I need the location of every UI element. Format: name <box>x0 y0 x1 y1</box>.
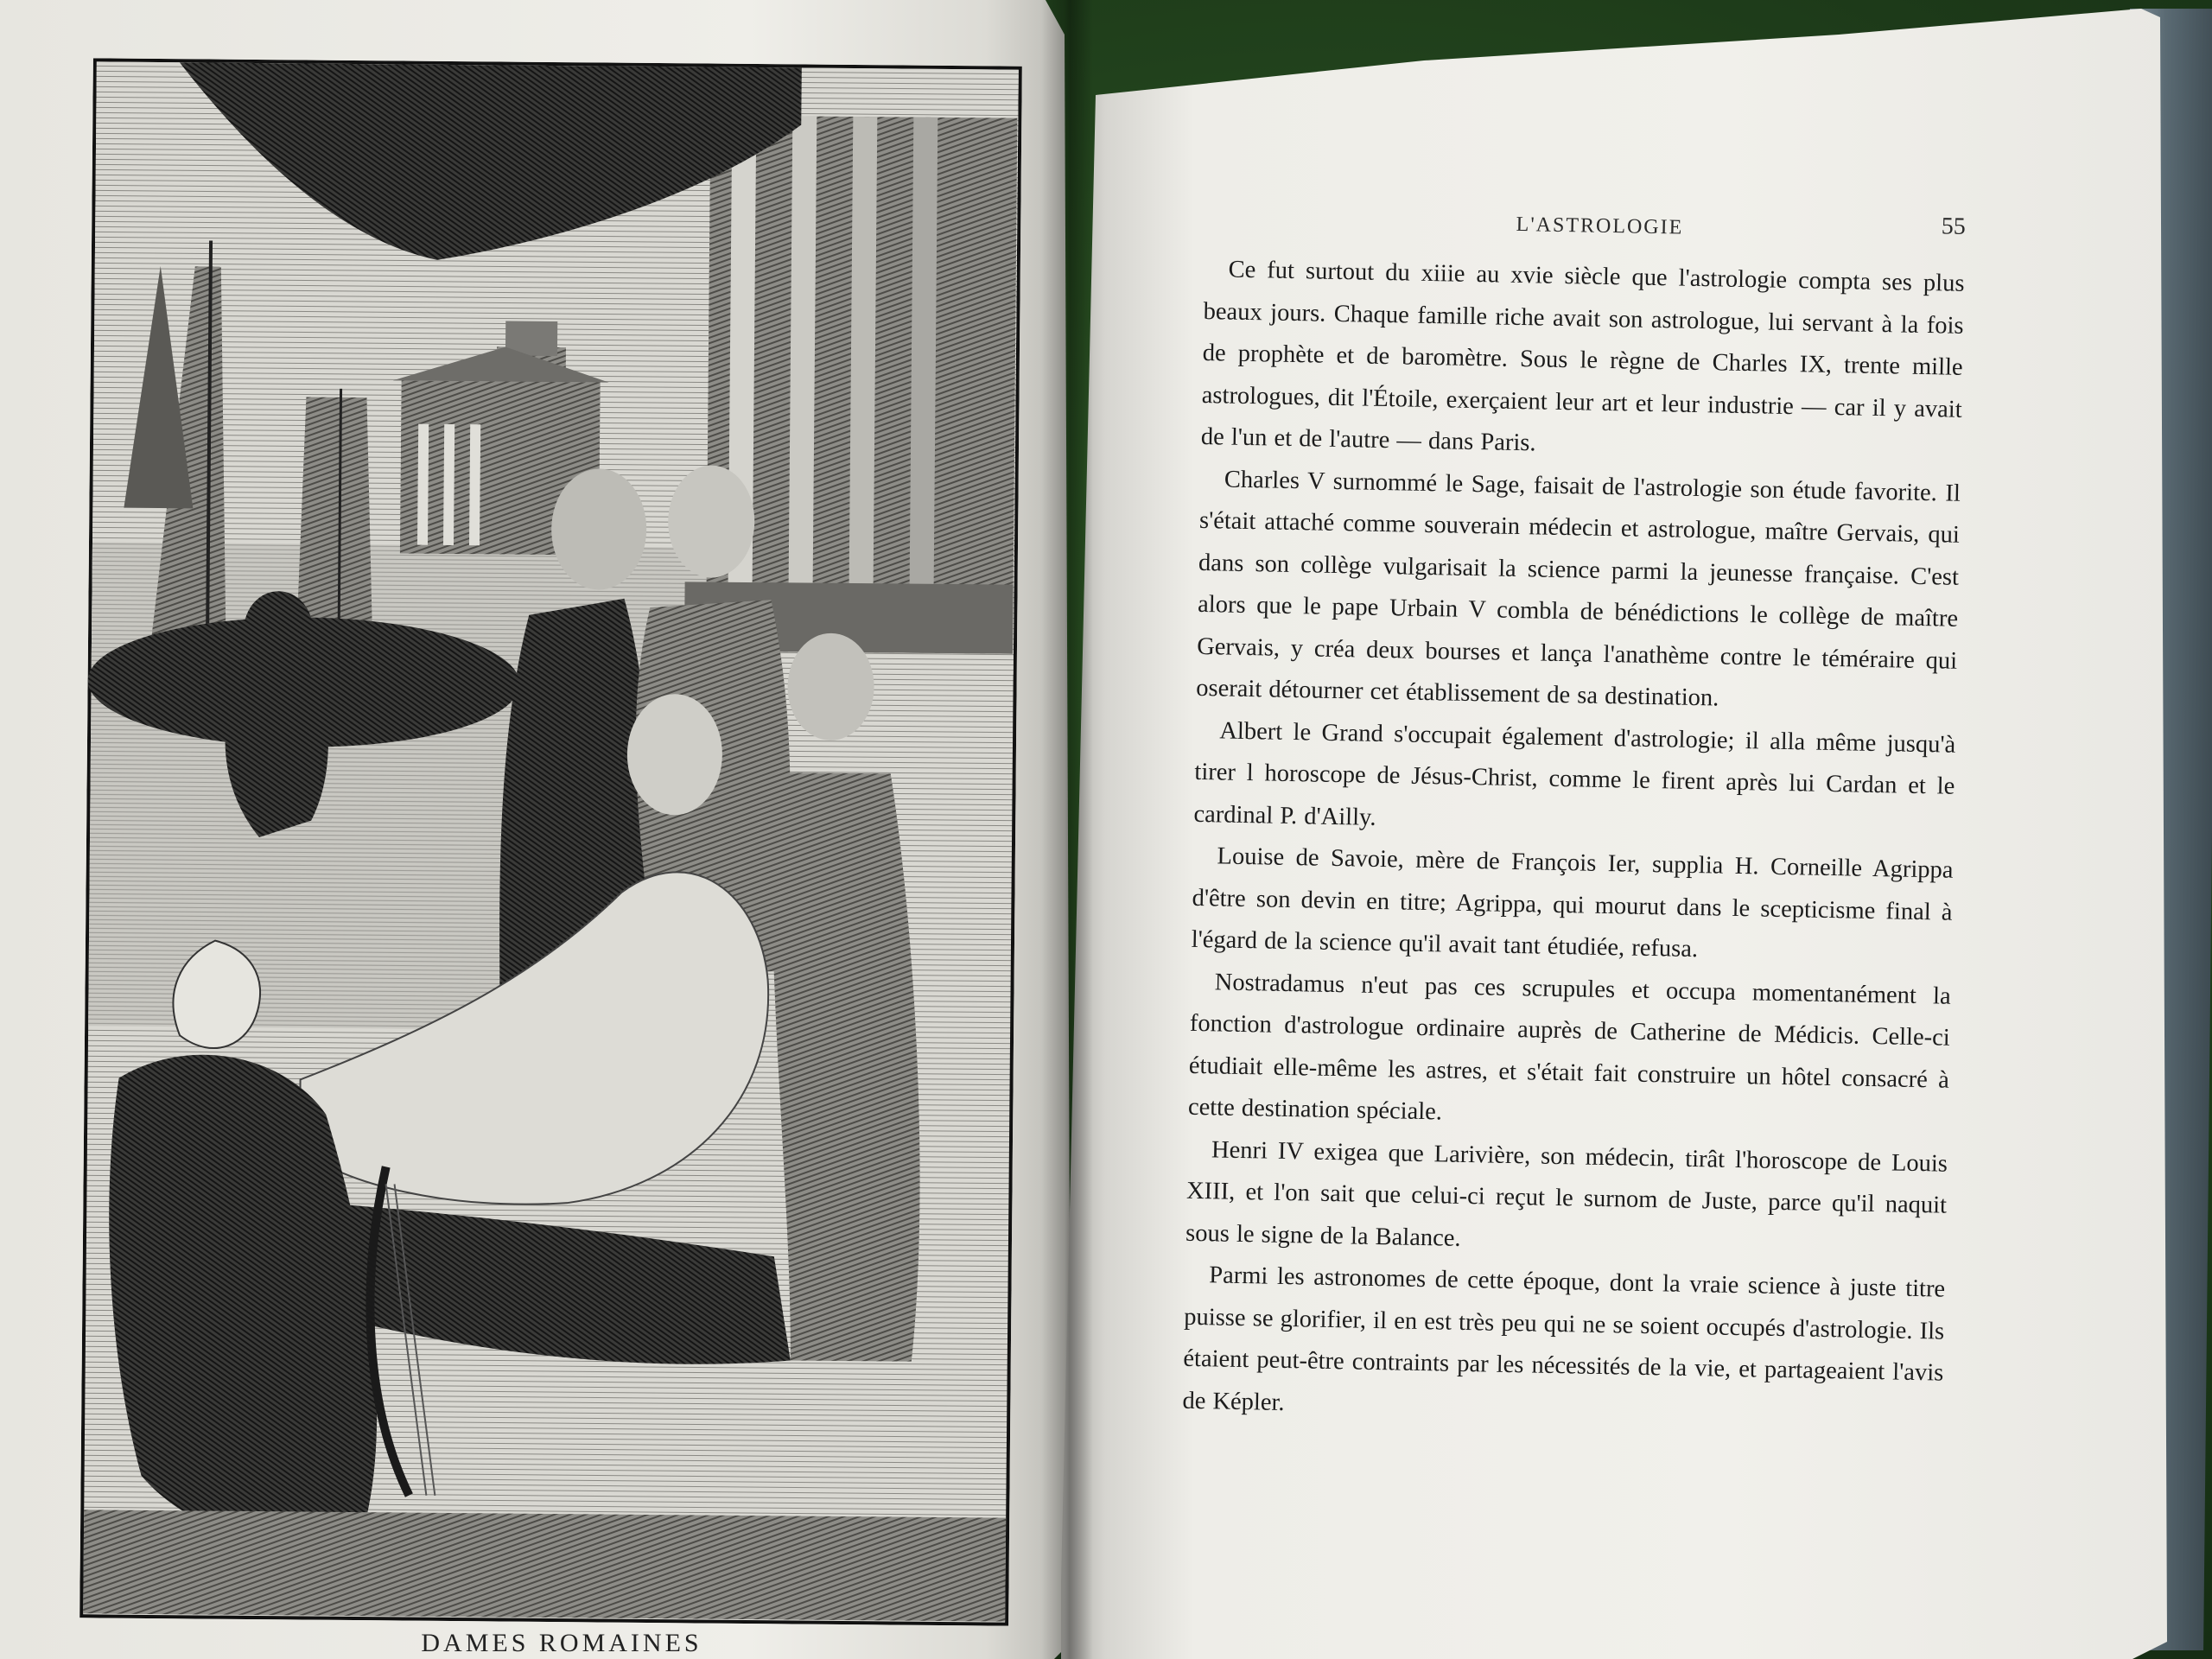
engraving-illustration <box>79 58 1022 1625</box>
marble-column <box>684 115 1017 653</box>
mosaic-floor <box>83 1510 1006 1621</box>
text-column <box>1180 207 1966 1518</box>
paragraph: Louise de Savoie, mère de François Ier, supplia H. Corneille Agrippa d'être son devin en titre; Agrippa, qui mourut dans le scepticisme final à l'égard de la science qu'il avait tant étudiée, refusa. <box>1191 842 1954 963</box>
paragraph: Charles V surnommé le Sage, faisait de l'astrologie son étude favorite. Il s'était attaché comme souverain médecin et astrologue, maître Gervais, qui dans son collège vulgarisait la science parmi la jeunesse française. C'est alors que le pape Urbain V combla de bénédictions le collège de maître Gervais, y créa deux bourses et lança l'anathème contre le téméraire qui oserait détourner cet établissement de sa destination. <box>1196 465 1961 712</box>
paragraph: Albert le Grand s'occupait également d'astrologie; il alla même jusqu'à tirer l horoscope de Jésus-Christ, comme le firent après lui Cardan et le cardinal P. d'Ailly. <box>1193 716 1956 831</box>
book-gutter <box>1041 0 1093 1659</box>
running-head: L'ASTROLOGIE <box>1516 213 1684 239</box>
page-number: 55 <box>1941 213 1967 240</box>
paragraph: Parmi les astronomes de cette époque, dont la vraie science à juste titre puisse se glorifier, il en est très peu qui ne se soient occupés d'astrologie. Ils étaient peut-être contraints par les nécessités de la vie, et partageaient l'avis de Képler. <box>1182 1262 1946 1416</box>
paragraph: Nostradamus n'eut pas ces scrupules et occupa momentanément la fonction d'astrologue ordinaire auprès de Catherine de Médicis. Celle-ci étudiait elle-même les astres, et s'était fait construire un hôtel consacré à cette destination spéciale. <box>1187 968 1951 1126</box>
paragraph: Ce fut surtout du xiiie au xvie siècle que l'astrologie compta ses plus beaux jours. Chaque famille riche avait son astrologue, lui servant à la fois de prophète et de baromètre. Sous le règne de Charles IX, trente mille astrologues, dit l'Étoile, exerçaient leur art et leur industrie — car il y avait de l'un et de l'autre — dans Paris. <box>1200 256 1965 457</box>
engraving-plate <box>79 58 1022 1625</box>
paragraph: Henri IV exigea que Larivière, son médecin, tirât l'horoscope de Louis XIII, et l'on sait que celui-ci reçut le surnom de Juste, parce qu'il naquit sous le signe de la Balance. <box>1185 1135 1948 1252</box>
plate-caption: DAMES ROMAINES <box>421 1629 702 1657</box>
